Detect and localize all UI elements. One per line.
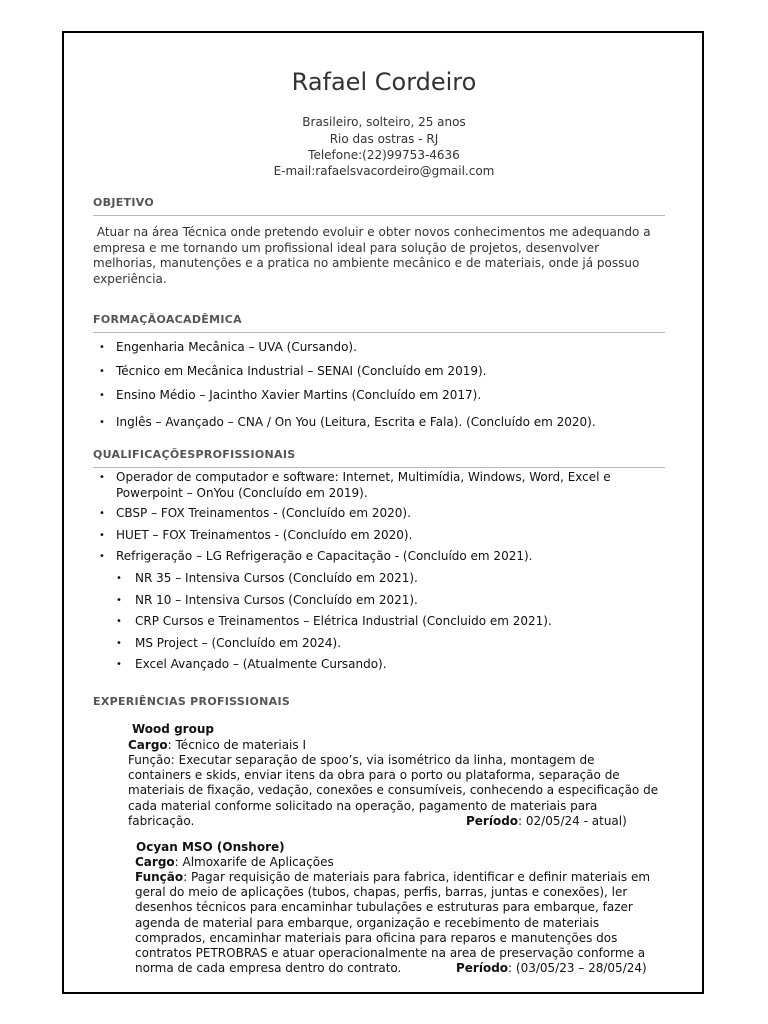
section-title-formacao: FORMAÇÃOACADÊMICA	[93, 313, 242, 326]
location: Rio das ostras - RJ	[329, 132, 439, 146]
job-funcao: Função: Executar separação de spoo’s, via isométrico da linha, montagem de containers e skids, enviar itens da obra para o porto ou plataforma, separação de materiais de fixação, vedação, conexões e consumíveis, conhecendo a especificação de cada material conforme solicitado na operação, pagamento de materiais para fabricação.	[128, 753, 659, 828]
personal-info: Brasileiro, solteiro, 25 anos	[302, 115, 466, 129]
job-cargo: Cargo: Técnico de materiais I	[128, 738, 306, 752]
job-company: Wood group	[132, 722, 214, 736]
divider	[93, 332, 665, 333]
section-title-experiencias: EXPERIÊNCIAS PROFISSIONAIS	[93, 695, 291, 708]
job-periodo: Período: 02/05/24 - atual)	[466, 814, 627, 828]
divider	[93, 467, 665, 468]
objetivo-text: Atuar na área Técnica onde pretendo evoluir e obter novos conhecimentos me adequando a empresa e me tornando um profissional ideal para solução de projetos, desenvolver melhorias, manutenções e a pratica no ambiente mecânico e de materiais, onde já possuo experiência.	[93, 225, 651, 286]
job-cargo: Cargo: Almoxarife de Aplicações	[135, 855, 334, 869]
job-funcao: Função: Pagar requisição de materiais para fabrica, identificar e definir materiais em geral do meio de aplicações (tubos, chapas, perfis, barras, juntas e conexões), ler desenhos técnicos para encaminhar tubulações e estruturas para embarque, fazer agenda de material para embarque, organização e recebimento de materiais comprados, encaminhar materiais para oficina para reparos e manutenções dos contratos PETROBRAS e atuar operacionalmente na area de preservação conforme a norma de cada empresa dentro do contrato.	[135, 870, 651, 976]
section-title-qualificacoes: QUALIFICAÇÕESPROFISSIONAIS	[93, 448, 296, 461]
email: E-mail:rafaelsvacordeiro@gmail.com	[273, 164, 495, 178]
job-periodo: Período: (03/05/23 – 28/05/24)	[456, 961, 647, 975]
phone: Telefone:(22)99753-4636	[308, 148, 460, 162]
candidate-name: Rafael Cordeiro	[291, 68, 477, 96]
divider	[93, 215, 665, 216]
job-company: Ocyan MSO (Onshore)	[136, 840, 285, 854]
section-title-objetivo: OBJETIVO	[93, 196, 155, 209]
